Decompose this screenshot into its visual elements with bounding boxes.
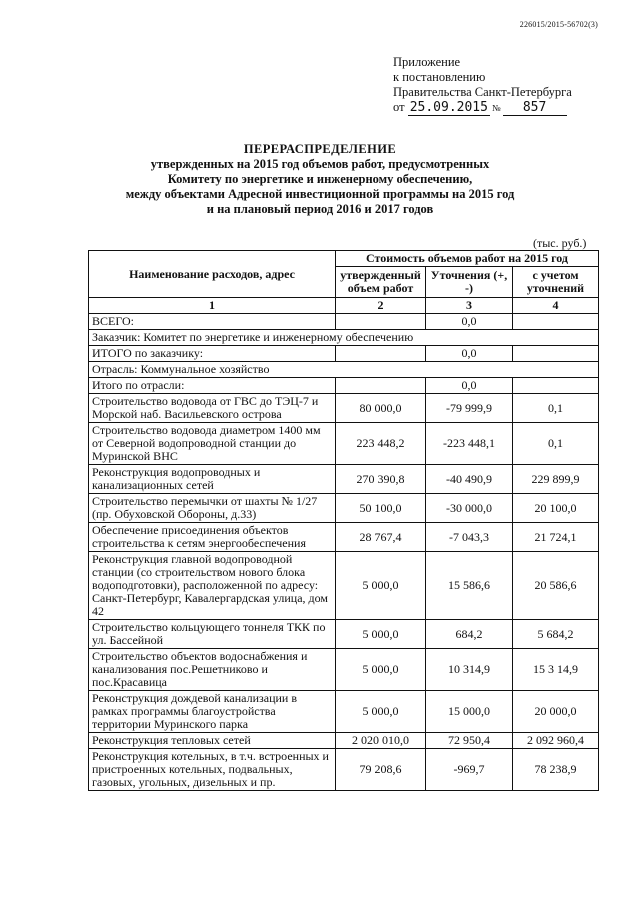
resolution-number: 857 xyxy=(503,100,567,116)
header-approved: утвержденный объем работ xyxy=(336,267,426,298)
row-name: ИТОГО по заказчику: xyxy=(89,346,336,362)
row-total: 0,1 xyxy=(513,394,599,423)
row-change: -40 490,9 xyxy=(426,465,513,494)
header-change: Уточнения (+, -) xyxy=(426,267,513,298)
row-name: Итого по отрасли: xyxy=(89,378,336,394)
row-total: 20 000,0 xyxy=(513,691,599,733)
row-name: Строительство перемычки от шахты № 1/27 (пр. Обуховской Обороны, д.33) xyxy=(89,494,336,523)
row-change: 0,0 xyxy=(426,378,513,394)
table-row xyxy=(89,749,599,791)
row-change: 15 000,0 xyxy=(426,691,513,733)
from-label: от xyxy=(393,100,405,114)
appendix-line-1: Приложение xyxy=(393,55,461,69)
units-label: (тыс. руб.) xyxy=(533,236,587,250)
row-total: 20 586,6 xyxy=(513,552,599,620)
table-row xyxy=(89,620,599,649)
row-name: Реконструкция котельных, в т.ч. встроенных и пристроенных котельных, подвальных, газовых, угольных, дизельных и пр. xyxy=(89,749,336,791)
header-total: с учетом уточнений xyxy=(513,267,599,298)
table-row xyxy=(89,394,599,423)
table-row xyxy=(89,494,599,523)
table-row xyxy=(89,649,599,691)
row-approved xyxy=(336,378,426,394)
title-line-2: утвержденных на 2015 год объемов работ, предусмотренных xyxy=(150,157,490,171)
table-row xyxy=(89,330,599,346)
row-total xyxy=(513,378,599,394)
row-total xyxy=(513,314,599,330)
appendix-line-3: Правительства Санкт-Петербурга xyxy=(393,85,572,99)
row-approved: 2 020 010,0 xyxy=(336,733,426,749)
row-approved: 79 208,6 xyxy=(336,749,426,791)
row-total: 5 684,2 xyxy=(513,620,599,649)
table-row xyxy=(89,552,599,620)
row-total: 229 899,9 xyxy=(513,465,599,494)
row-name: Строительство объектов водоснабжения и канализования пос.Решетниково и пос.Красавица xyxy=(89,649,336,691)
row-total: 20 100,0 xyxy=(513,494,599,523)
row-approved: 80 000,0 xyxy=(336,394,426,423)
table-row xyxy=(89,465,599,494)
row-total: 78 238,9 xyxy=(513,749,599,791)
header-cost-group: Стоимость объемов работ на 2015 год xyxy=(336,251,599,267)
row-name: Строительство водовода от ГВС до ТЭЦ-7 и Морской наб. Васильевского острова xyxy=(89,394,336,423)
row-change: -30 000,0 xyxy=(426,494,513,523)
document-number: 226015/2015-56702(3) xyxy=(519,20,598,29)
index-row xyxy=(89,298,599,314)
table-row xyxy=(89,362,599,378)
redistribution-table xyxy=(88,250,599,791)
table-row xyxy=(89,691,599,733)
row-customer: Заказчик: Комитет по энергетике и инженерному обеспечению xyxy=(89,330,599,346)
row-approved: 28 767,4 xyxy=(336,523,426,552)
number-sign: № xyxy=(491,103,501,113)
appendix-line-2: к постановлению xyxy=(393,70,486,84)
row-approved: 5 000,0 xyxy=(336,620,426,649)
table-row xyxy=(89,314,599,330)
title-line-4: между объектами Адресной инвестиционной программы на 2015 год xyxy=(125,187,515,201)
index-1: 1 xyxy=(89,298,336,314)
document-title xyxy=(100,142,540,217)
row-name: Обеспечение присоединения объектов строительства к сетям энергообеспечения xyxy=(89,523,336,552)
row-change: 684,2 xyxy=(426,620,513,649)
row-name: Строительство кольцующего тоннеля ТКК по ул. Бассейной xyxy=(89,620,336,649)
row-approved: 270 390,8 xyxy=(336,465,426,494)
row-change: 72 950,4 xyxy=(426,733,513,749)
index-3: 3 xyxy=(426,298,513,314)
row-total: 2 092 960,4 xyxy=(513,733,599,749)
row-approved xyxy=(336,314,426,330)
resolution-date-number xyxy=(393,100,572,116)
row-change: -79 999,9 xyxy=(426,394,513,423)
row-change: 10 314,9 xyxy=(426,649,513,691)
row-branch: Отрасль: Коммунальное хозяйство xyxy=(89,362,599,378)
resolution-date: 25.09.2015 xyxy=(409,100,488,115)
row-approved xyxy=(336,346,426,362)
row-total: 0,1 xyxy=(513,423,599,465)
header-row-1 xyxy=(89,251,599,267)
row-total: 21 724,1 xyxy=(513,523,599,552)
index-4: 4 xyxy=(513,298,599,314)
row-approved: 5 000,0 xyxy=(336,691,426,733)
header-name: Наименование расходов, адрес xyxy=(89,251,336,298)
row-change: -223 448,1 xyxy=(426,423,513,465)
title-line-1: ПЕРЕРАСПРЕДЕЛЕНИЕ xyxy=(243,142,397,156)
row-change: 0,0 xyxy=(426,346,513,362)
row-change: 0,0 xyxy=(426,314,513,330)
title-line-5: и на плановый период 2016 и 2017 годов xyxy=(206,202,434,216)
row-name: ВСЕГО: xyxy=(89,314,336,330)
row-approved: 50 100,0 xyxy=(336,494,426,523)
row-change: -7 043,3 xyxy=(426,523,513,552)
row-total: 15 3 14,9 xyxy=(513,649,599,691)
table-row xyxy=(89,346,599,362)
table-row xyxy=(89,523,599,552)
row-name: Строительство водовода диаметром 1400 мм от Северной водопроводной станции до Муринской ВНС xyxy=(89,423,336,465)
row-total xyxy=(513,346,599,362)
row-approved: 5 000,0 xyxy=(336,552,426,620)
index-2: 2 xyxy=(336,298,426,314)
appendix-block xyxy=(393,55,572,116)
table-row xyxy=(89,733,599,749)
row-change: 15 586,6 xyxy=(426,552,513,620)
row-name: Реконструкция водопроводных и канализационных сетей xyxy=(89,465,336,494)
row-name: Реконструкция тепловых сетей xyxy=(89,733,336,749)
row-change: -969,7 xyxy=(426,749,513,791)
row-name: Реконструкция главной водопроводной станции (со строительством нового блока водоподготовки), расположенной по адресу: Санкт-Петербург, Кавалергардская улица, дом 42 xyxy=(89,552,336,620)
table-row xyxy=(89,423,599,465)
row-approved: 5 000,0 xyxy=(336,649,426,691)
table-row xyxy=(89,378,599,394)
row-approved: 223 448,2 xyxy=(336,423,426,465)
title-line-3: Комитету по энергетике и инженерному обеспечению, xyxy=(167,172,473,186)
row-name: Реконструкция дождевой канализации в рамках программы благоустройства территории Муринского парка xyxy=(89,691,336,733)
